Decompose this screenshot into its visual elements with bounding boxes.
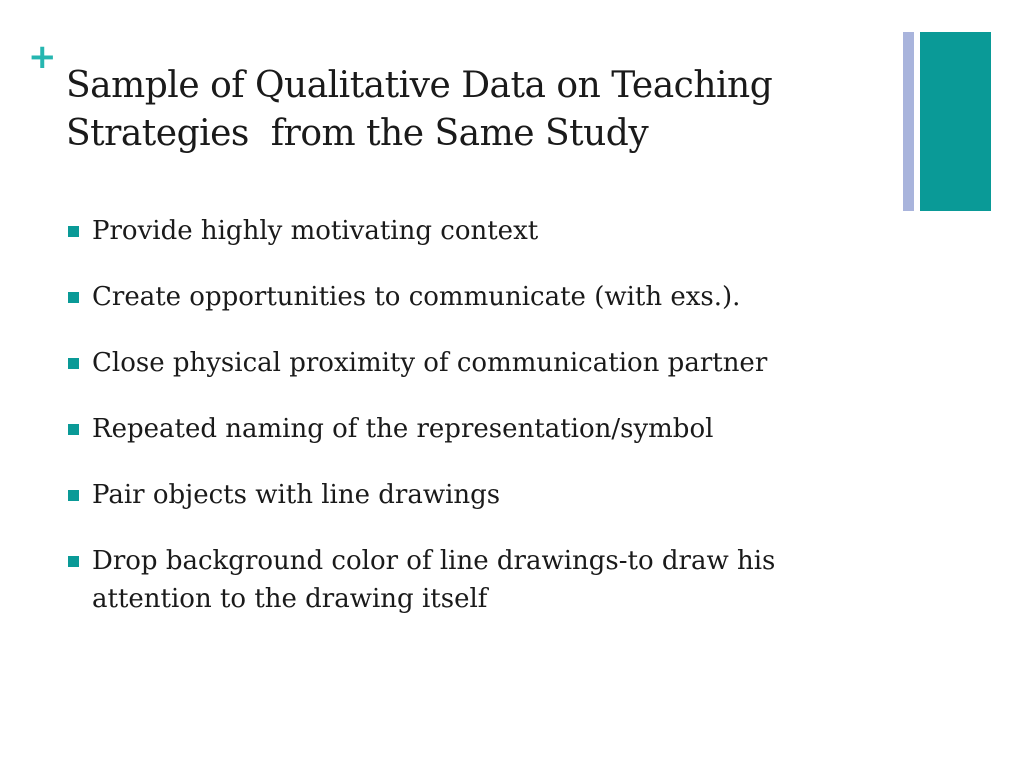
square-bullet-icon <box>68 490 79 501</box>
bullet-text: Create opportunities to communicate (with exs.). <box>92 282 741 312</box>
square-bullet-icon <box>68 358 79 369</box>
bullet-text: Provide highly motivating context <box>92 216 539 246</box>
bullet-item <box>68 410 868 448</box>
bullet-text: Pair objects with line drawings <box>92 480 501 510</box>
slide-title-line-1: Sample of Qualitative Data on Teaching <box>66 65 773 106</box>
accent-bar-thin <box>903 32 914 211</box>
accent-bar-thick <box>920 32 991 211</box>
square-bullet-icon <box>68 292 79 303</box>
square-bullet-icon <box>68 556 79 567</box>
bullet-item <box>68 212 868 250</box>
bullet-list <box>68 212 868 646</box>
bullet-item <box>68 344 868 382</box>
square-bullet-icon <box>68 424 79 435</box>
bullet-text: Repeated naming of the representation/symbol <box>92 414 714 444</box>
slide-title <box>66 62 886 158</box>
bullet-item <box>68 476 868 514</box>
plus-icon: + <box>28 37 57 77</box>
bullet-text: Close physical proximity of communication partner <box>92 348 768 378</box>
bullet-text: Drop background color of line drawings-to draw his attention to the drawing itself <box>92 546 776 614</box>
square-bullet-icon <box>68 226 79 237</box>
bullet-item <box>68 542 868 618</box>
bullet-item <box>68 278 868 316</box>
slide-title-line-2: Strategies from the Same Study <box>66 113 649 154</box>
